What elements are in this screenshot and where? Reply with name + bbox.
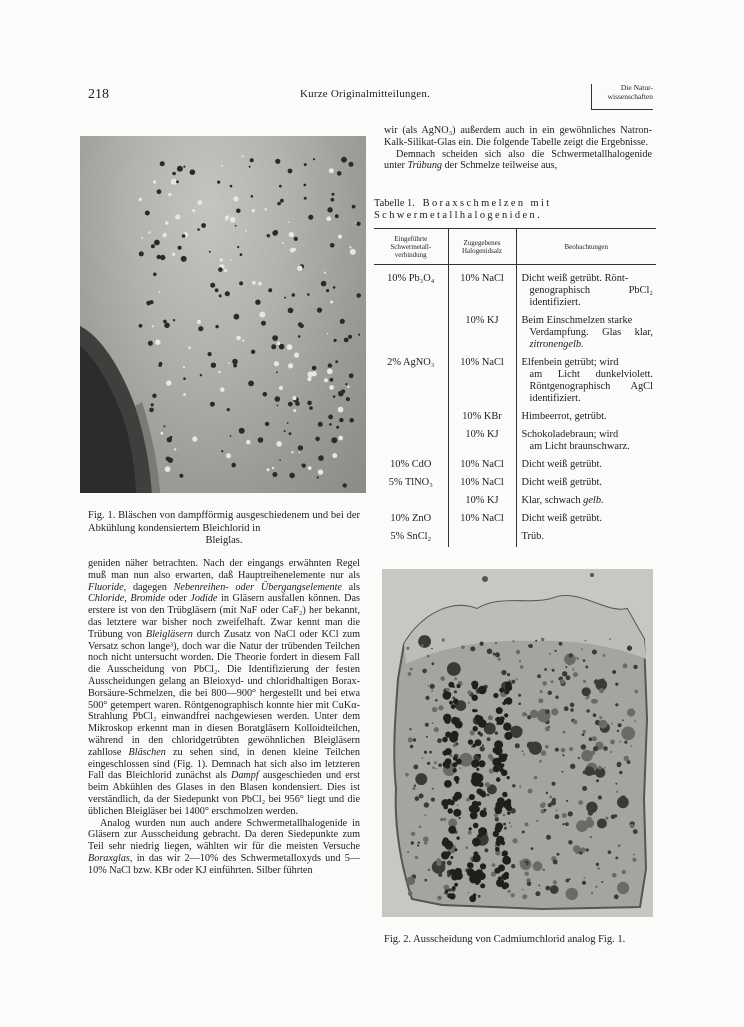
figure-2-photo [382,569,653,917]
obs-rest-text: genographisch PbCl₂ identifiziert. [529,285,653,308]
cell-observation [516,493,656,511]
text: , [124,593,131,605]
cell-salt: 10% KBr [448,409,516,427]
cell-salt: 10% KJ [448,493,516,511]
left-column-body [88,558,360,877]
obs-rest [522,285,654,309]
cell-salt: 10% KJ [448,313,516,355]
obs-first: Beim Einschmelzen starke [521,315,633,326]
obs-rest-text: Verdampfung. Glas klar, [529,327,653,338]
figure-1-caption [88,510,360,548]
cell-compound: 5% SnCl₂ [390,531,432,542]
emphasis: Jodide [190,593,218,605]
right-p2-text-b: der Schmelze teilweise aus, [442,160,558,172]
text: ausgeschieden und erst beim Abkühlen des Glases in den Blasen kondensiert. Dies ist verständlich, da der Siedepunkt von PbCl₂ bei 956° liegt und die üblichen Bleigläser bei 1400° erschmolzen werden. [88,770,360,817]
emphasis: Bläschen [128,746,166,758]
emphasis: Boraxglas [88,852,130,864]
obs-first: Klar, schwach [521,495,584,506]
cell-observation [516,529,656,547]
table-caption: Boraxschmelzen mit Schwermetallhalogeniden. [374,198,552,221]
obs-first: Trüb. [521,531,544,542]
cell-salt: 10% NaCl [448,355,516,409]
obs-first: Dicht weiß getrübt. Rönt- [521,273,629,284]
emphasis: Bromide [130,593,166,605]
cell-compound [374,313,448,355]
cell-salt: 10% NaCl [448,457,516,475]
figure-1-image [80,136,366,493]
cell-compound: 2% AgNO₃ [387,357,435,368]
cell-observation [516,457,656,475]
figure-1-caption-main: Fig. 1. Bläschen von dampfförmig ausgeschiedenem und bei der Abkühlung kondensiertem Bleichlorid in [88,510,360,534]
table-row [374,511,656,529]
emphasis: Fluoride [88,581,124,593]
text: , in das wir 2—10% des Schwermetalloxyds und 5—10% NaCl bzw. KBr oder KJ einführten. Silber führten [88,852,360,876]
table-row [374,493,656,511]
table-row [374,265,656,314]
obs-first: Himbeerrot, getrübt. [521,411,607,422]
table-title [374,198,656,222]
table-label: Tabelle 1. [374,198,415,209]
running-head: Kurze Originalmitteilungen. [300,88,431,100]
table-row [374,529,656,547]
text: , dagegen [123,581,174,593]
figure-2-caption: Fig. 2. Ausscheidung von Cadmiumchlorid analog Fig. 1. [384,934,626,945]
obs-first: Schokoladebraun; wird [521,429,619,440]
emphasis: Bleigläsern [145,628,193,640]
cell-salt: 10% NaCl [448,511,516,529]
cell-salt: 10% NaCl [448,475,516,493]
cell-observation [516,355,656,409]
obs-emphasis: gelb. [583,495,604,506]
text: als [341,581,360,593]
figure-2-image [382,569,653,917]
obs-rest [522,327,654,351]
table-row [374,475,656,493]
obs-first: Elfenbein getrübt; wird [521,357,619,368]
text: in Gläsern ausfallen können. Das erstere ist von den Trübgläsern (mit NaF oder CaF₂) her bekannt, das letztere war bisher noch zweifelhaft. Zwar kennt man die Trübung von [88,593,361,640]
cell-observation [516,409,656,427]
cell-salt: 10% NaCl [448,265,516,314]
cell-observation [516,427,656,457]
obs-emphasis: zitronengelb. [529,339,584,350]
right-paragraph-2 [384,149,652,173]
text: geniden näher betrachten. Nach der eingangs erwähnten Regel muß man nun also erwarten, daß Hauptreihenelemente nur als [88,558,360,581]
text: durch Zusatz von NaCl oder KCl zum Versatz schon lange³), doch war die Natur der trübenden Teilchen noch nicht untersucht worden. Die Theorie fordert in diesem Fall die Ausscheidung von PbCl₂. Die Identifizierung der festen Ausscheidungen gelang an Bleioxyd- und chloridhaltigen Borax-Borsäure-Schmelzen, die bei 800—900° hergestellt und bei etwa 500° getempert waren. Röntgenographisch konnte hier mit CuKα-Strahlung PbCl₂ einwandfrei nachgewiesen werden. Unter dem Mikroskop erkennt man in diesen Boratgläsern Kolloidteilchen, während in den chloridgetrübten gewöhnlichen Bleigläsern zahllose [88,628,360,758]
table-row [374,409,656,427]
page-number: 218 [88,87,109,102]
table-row [374,427,656,457]
right-column-intro [384,125,652,172]
cell-compound [374,493,448,511]
cell-observation [516,475,656,493]
cell-compound [374,427,448,457]
cell-observation [516,511,656,529]
figure-1-photo [80,136,366,493]
emphasis: Chloride [88,593,125,605]
figure-1-caption-last: Bleiglas. [205,535,243,546]
left-paragraph-1 [88,558,360,818]
text: oder [165,593,191,605]
table-row [374,355,656,409]
obs-first: Dicht weiß getrübt. [521,477,603,488]
obs-first: Dicht weiß getrübt. [521,513,603,524]
right-p2-text-a: Demnach scheiden sich also die Schwermetallhalogenide unter [384,148,652,172]
obs-first: Dicht weiß getrübt. [521,459,603,470]
cell-compound: 10% Pb₃O₄ [387,273,435,284]
cell-salt [448,529,516,547]
table-row [374,457,656,475]
text: zu sehen sind, in denen kleine Teilchen eingeschlossen sind (Fig. 1). Demnach hat sich also im letzteren Fall das Bleichlorid zunächst als [88,746,360,782]
cell-compound: 10% CdO [390,459,432,470]
right-p2-emphasis: Trübung [407,160,443,172]
obs-rest-text: am Licht dunkelviolett. Röntgenographisch AgCl identifiziert. [529,369,653,404]
emphasis: Dampf [230,770,259,782]
header-observations: Beobachtungen [516,229,656,265]
table-header-row [374,229,656,265]
journal-mark-line2: wissenschaften [607,91,653,101]
table-row [374,313,656,355]
journal-mark [591,84,653,110]
emphasis: Nebenreihen- oder Übergangselemente [173,581,342,593]
cell-compound: 5% TlNO₃ [388,477,433,488]
right-paragraph-1: wir (als AgNO₃) außerdem auch in ein gewöhnliches Natron-Kalk-Silikat-Glas ein. Die folgende Tabelle zeigt die Ergebnisse. [384,125,652,148]
header-salt: Zugegebenes Halogenidsalz [448,229,516,265]
halide-table [374,228,656,547]
journal-mark-line1: Die Natur- [620,83,653,92]
cell-salt: 10% KJ [448,427,516,457]
left-paragraph-2 [88,818,360,877]
cell-observation [516,265,656,314]
cell-compound: 10% ZnO [390,513,432,524]
cell-compound [374,409,448,427]
obs-rest: am Licht braunschwarz. [529,441,630,452]
cell-observation [516,313,656,355]
text: Analog wurden nun auch andere Schwermetallhalogenide in Gläsern zur Ausscheidung gebracht. Da deren Siedepunkte zum Teil sehr niedrig liegen, wählten wir für die meisten Versuche [88,817,360,853]
obs-rest [522,369,654,405]
header-compound: Eingeführte Schwermetall-verbindung [374,229,448,265]
